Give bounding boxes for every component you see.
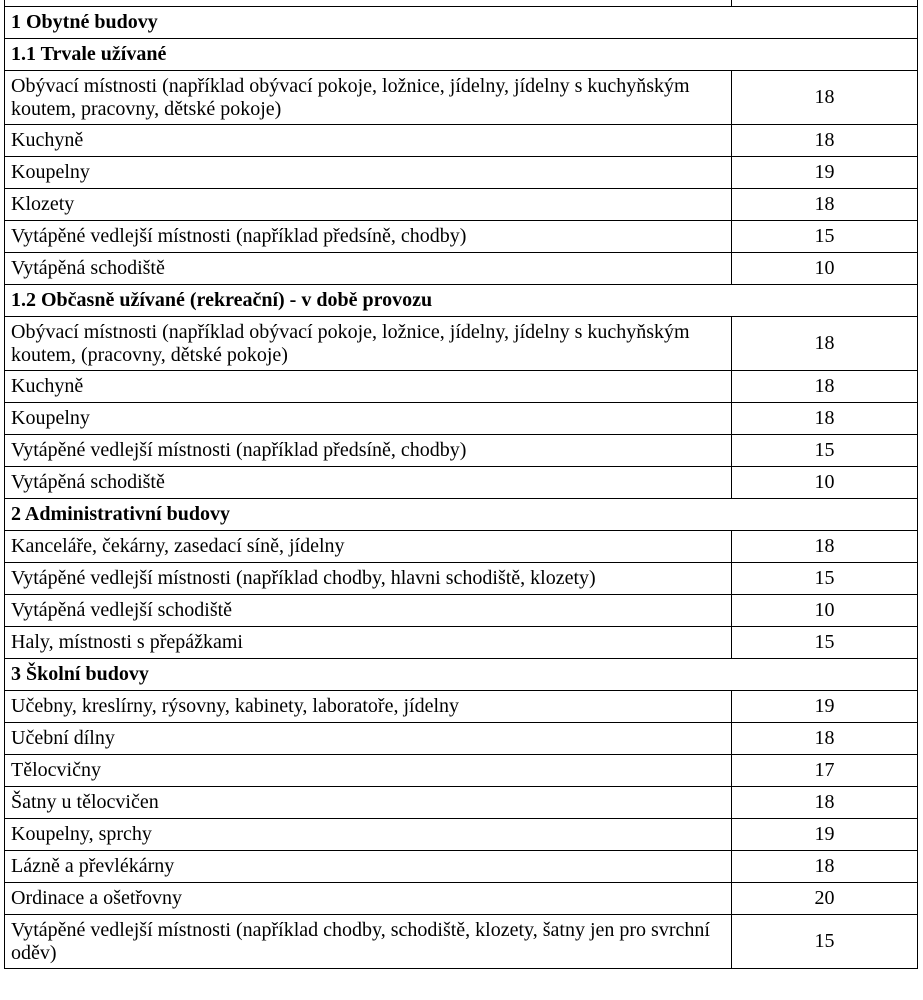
- temperature-value-cell: 18: [732, 851, 918, 883]
- temperature-value-cell: 19: [732, 819, 918, 851]
- section-heading-row: [5, 499, 918, 531]
- room-type-cell: Kuchyně: [5, 125, 732, 157]
- room-type-cell: Koupelny: [5, 157, 732, 189]
- temperature-value-cell: 18: [732, 531, 918, 563]
- temperature-value-cell: 18: [732, 787, 918, 819]
- temperature-value-cell: 18: [732, 125, 918, 157]
- temperature-value-cell: 18: [732, 371, 918, 403]
- room-type-cell: Kuchyně: [5, 371, 732, 403]
- section-heading: 1.1 Trvale užívané: [5, 39, 918, 71]
- room-type-cell: Učebny, kreslírny, rýsovny, kabinety, laboratoře, jídelny: [5, 691, 732, 723]
- room-type-cell: Vytápěné vedlejší místnosti (například chodby, schodiště, klozety, šatny jen pro svrchní oděv): [5, 915, 732, 969]
- temperature-table-document: [4, 0, 917, 1000]
- table-row: [5, 755, 918, 787]
- table-row: [5, 531, 918, 563]
- room-type-cell: Ordinace a ošetřovny: [5, 883, 732, 915]
- room-type-cell: Kanceláře, čekárny, zasedací síně, jídelny: [5, 531, 732, 563]
- table-row: [5, 125, 918, 157]
- table-row: [5, 595, 918, 627]
- section-heading: 3 Školní budovy: [5, 659, 918, 691]
- table-row: [5, 253, 918, 285]
- table-row: [5, 317, 918, 371]
- table-row: [5, 787, 918, 819]
- room-type-cell: Učební dílny: [5, 723, 732, 755]
- table-row: [5, 915, 918, 969]
- temperature-value-cell: 19: [732, 691, 918, 723]
- room-type-cell: Vytápěné vedlejší místnosti (například chodby, hlavni schodiště, klozety): [5, 563, 732, 595]
- temperature-value-cell: 17: [732, 755, 918, 787]
- room-type-cell: Vytápěná schodiště: [5, 253, 732, 285]
- table-row: [5, 403, 918, 435]
- room-type-cell: Lázně a převlékárny: [5, 851, 732, 883]
- temperature-value-cell: 15: [732, 435, 918, 467]
- section-heading-row: [5, 39, 918, 71]
- table-row: [5, 723, 918, 755]
- table-row: [5, 371, 918, 403]
- room-type-cell: Vytápěné vedlejší místnosti (například předsíně, chodby): [5, 435, 732, 467]
- room-type-cell: Tělocvičny: [5, 755, 732, 787]
- room-type-cell: Vytápěná schodiště: [5, 467, 732, 499]
- room-type-cell: Obývací místnosti (například obývací pokoje, ložnice, jídelny, jídelny s kuchyňským koutem, pracovny, dětské pokoje): [5, 71, 732, 125]
- temperature-value-cell: 18: [732, 317, 918, 371]
- table-row: [5, 189, 918, 221]
- room-type-cell: Šatny u tělocvičen: [5, 787, 732, 819]
- room-type-cell: Vytápěná vedlejší schodiště: [5, 595, 732, 627]
- table-row: [5, 157, 918, 189]
- room-temperature-table: [4, 0, 918, 969]
- temperature-value-cell: 15: [732, 915, 918, 969]
- section-heading: 2 Administrativní budovy: [5, 499, 918, 531]
- table-row: [5, 435, 918, 467]
- section-heading: 1.2 Občasně užívané (rekreační) - v době provozu: [5, 285, 918, 317]
- temperature-value-cell: 15: [732, 627, 918, 659]
- section-heading-row: [5, 7, 918, 39]
- temperature-value-cell: 18: [732, 723, 918, 755]
- temperature-value-cell: 15: [732, 221, 918, 253]
- temperature-value-cell: 10: [732, 467, 918, 499]
- table-row: [5, 221, 918, 253]
- temperature-value-cell: 20: [732, 883, 918, 915]
- section-heading-row: [5, 659, 918, 691]
- temperature-value-cell: 18: [732, 189, 918, 221]
- table-row: [5, 563, 918, 595]
- temperature-value-cell: 19: [732, 157, 918, 189]
- table-row: [5, 819, 918, 851]
- table-row: [5, 467, 918, 499]
- section-heading-row: [5, 285, 918, 317]
- table-row: [5, 851, 918, 883]
- room-type-cell: Koupelny: [5, 403, 732, 435]
- section-heading: 1 Obytné budovy: [5, 7, 918, 39]
- table-row: [5, 627, 918, 659]
- room-type-cell: Koupelny, sprchy: [5, 819, 732, 851]
- table-row: [5, 883, 918, 915]
- room-type-cell: Haly, místnosti s přepážkami: [5, 627, 732, 659]
- room-type-cell: Klozety: [5, 189, 732, 221]
- room-type-cell: Obývací místnosti (například obývací pokoje, ložnice, jídelny, jídelny s kuchyňským koutem, (pracovny, dětské pokoje): [5, 317, 732, 371]
- temperature-value-cell: 18: [732, 71, 918, 125]
- temperature-value-cell: 15: [732, 563, 918, 595]
- table-row: [5, 691, 918, 723]
- room-type-cell: Vytápěné vedlejší místnosti (například předsíně, chodby): [5, 221, 732, 253]
- temperature-value-cell: 10: [732, 253, 918, 285]
- table-row: [5, 71, 918, 125]
- temperature-value-cell: 18: [732, 403, 918, 435]
- temperature-value-cell: 10: [732, 595, 918, 627]
- table-body: [5, 0, 918, 969]
